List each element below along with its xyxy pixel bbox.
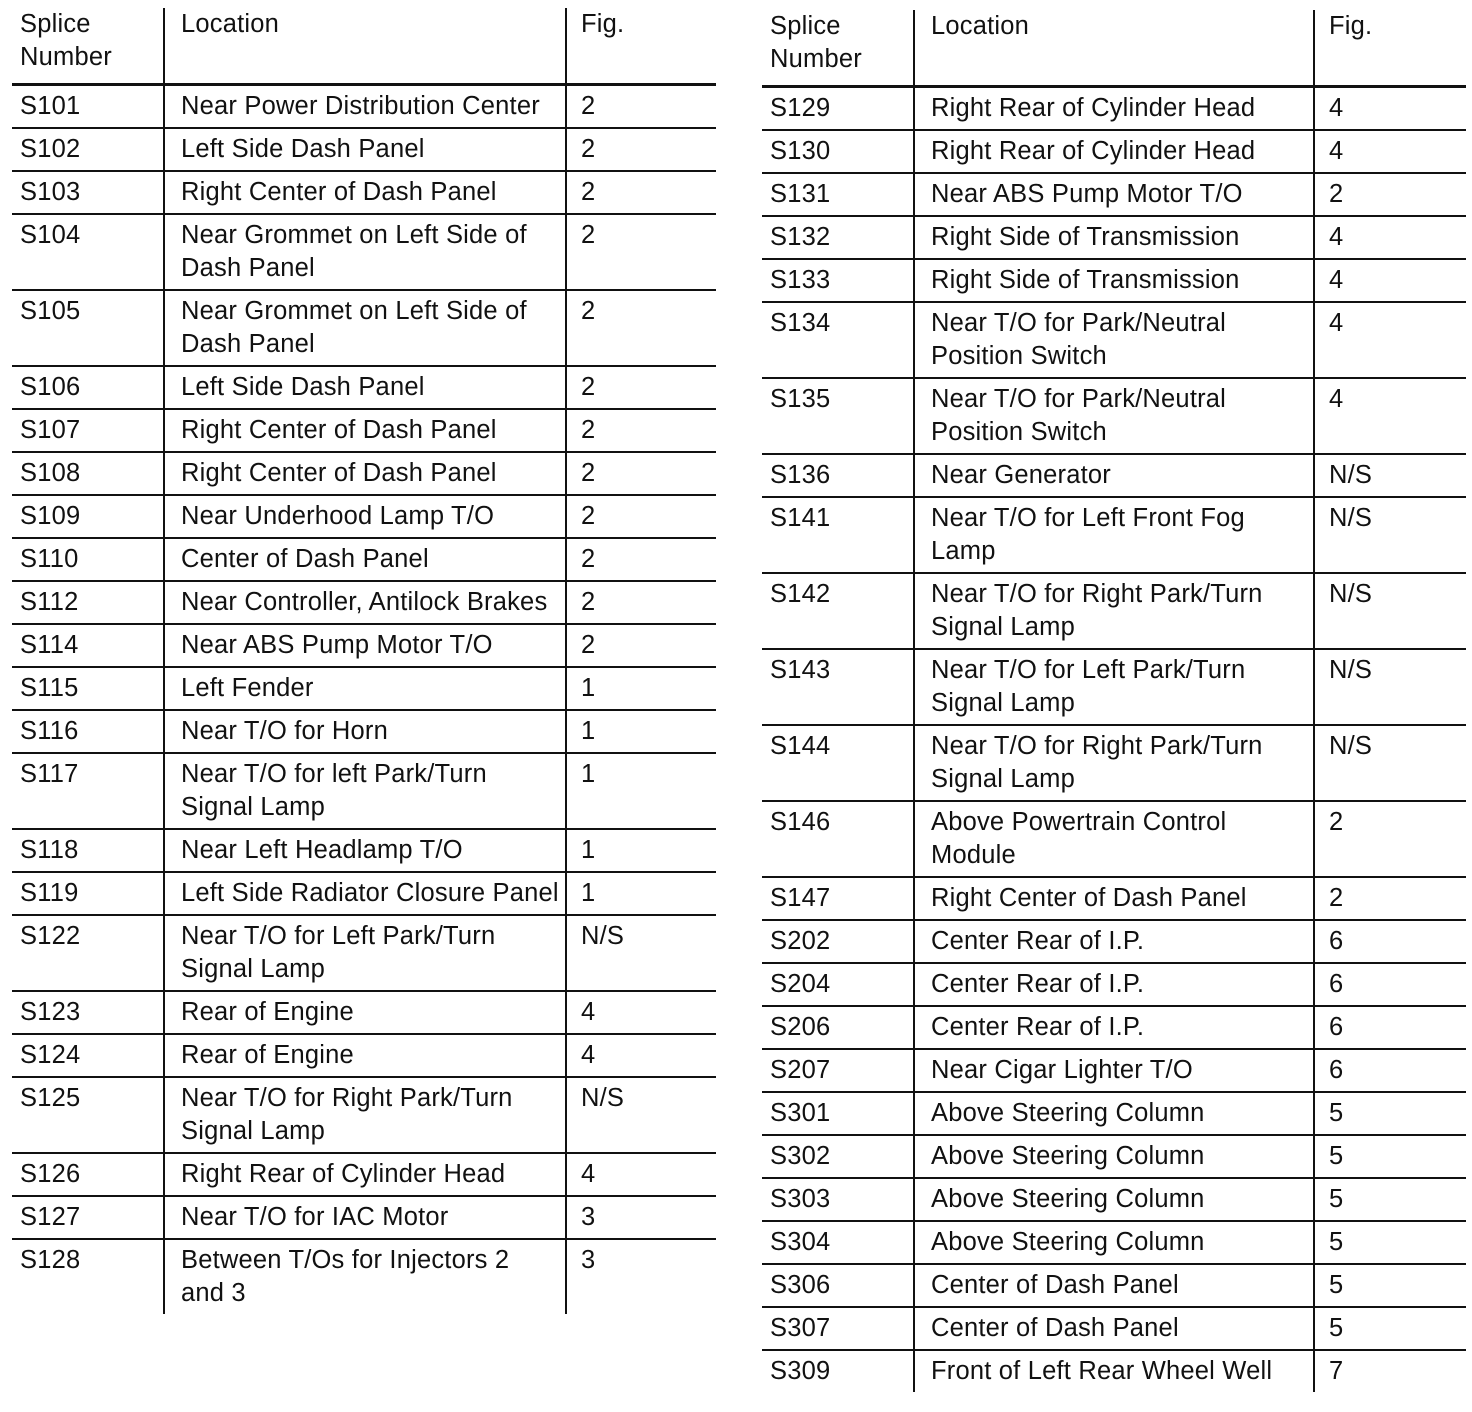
- location-cell: Near Grommet on Left Side of Dash Panel: [164, 214, 566, 290]
- table-row: [762, 1049, 1466, 1092]
- fig-cell: 2: [566, 624, 716, 667]
- table-row: [762, 130, 1466, 173]
- splice-number-cell: S142: [762, 573, 914, 649]
- splice-number-cell: S119: [12, 872, 164, 915]
- location-cell: Above Steering Column: [914, 1092, 1314, 1135]
- fig-cell: N/S: [1314, 573, 1466, 649]
- splice-number-cell: S127: [12, 1196, 164, 1239]
- table-row: [762, 1350, 1466, 1392]
- location-cell: Near ABS Pump Motor T/O: [164, 624, 566, 667]
- fig-cell: 4: [566, 1153, 716, 1196]
- splice-table-right: [762, 10, 1466, 1392]
- table-row: [12, 581, 716, 624]
- fig-cell: 4: [1314, 302, 1466, 378]
- splice-number-cell: S133: [762, 259, 914, 302]
- fig-cell: 2: [566, 409, 716, 452]
- splice-number-cell: S118: [12, 829, 164, 872]
- location-cell: Rear of Engine: [164, 1034, 566, 1077]
- fig-cell: 2: [1314, 801, 1466, 877]
- location-cell: Near Underhood Lamp T/O: [164, 495, 566, 538]
- table-row: [762, 573, 1466, 649]
- fig-cell: 7: [1314, 1350, 1466, 1392]
- splice-number-cell: S105: [12, 290, 164, 366]
- table-row: [762, 1221, 1466, 1264]
- table-row: [12, 290, 716, 366]
- location-cell: Right Center of Dash Panel: [164, 409, 566, 452]
- location-cell: Left Side Dash Panel: [164, 366, 566, 409]
- fig-cell: 4: [1314, 216, 1466, 259]
- fig-cell: N/S: [566, 1077, 716, 1153]
- splice-number-cell: S301: [762, 1092, 914, 1135]
- table-row: [12, 991, 716, 1034]
- splice-number-cell: S134: [762, 302, 914, 378]
- location-cell: Near T/O for Right Park/Turn Signal Lamp: [914, 573, 1314, 649]
- splice-number-cell: S128: [20, 1245, 81, 1274]
- splice-number-cell: S102: [12, 128, 164, 171]
- location-cell: Near Left Headlamp T/O: [164, 829, 566, 872]
- location-cell: Right Center of Dash Panel: [914, 877, 1314, 920]
- location-cell: Above Steering Column: [914, 1178, 1314, 1221]
- table-row: [762, 1264, 1466, 1307]
- splice-number-cell: S202: [762, 920, 914, 963]
- location-cell: Above Powertrain Control Module: [914, 801, 1314, 877]
- location-cell: Center of Dash Panel: [914, 1307, 1314, 1350]
- splice-number-cell: S112: [12, 581, 164, 624]
- header-splice-number: Splice Number: [12, 8, 164, 84]
- fig-cell: 5: [1314, 1135, 1466, 1178]
- splice-number-cell: S207: [762, 1049, 914, 1092]
- fig-cell: 6: [1314, 1049, 1466, 1092]
- location-cell: Front of Left Rear Wheel Well: [914, 1350, 1314, 1392]
- location-cell: Near T/O for Left Front Fog Lamp: [914, 497, 1314, 573]
- table-row: [762, 1307, 1466, 1350]
- table-row: [762, 86, 1466, 130]
- splice-number-cell: S132: [762, 216, 914, 259]
- table-row: [762, 173, 1466, 216]
- location-cell: Right Rear of Cylinder Head: [914, 86, 1314, 130]
- splice-number-cell: S131: [762, 173, 914, 216]
- splice-number-cell: S144: [762, 725, 914, 801]
- fig-cell: 4: [1314, 86, 1466, 130]
- splice-number-cell: S141: [762, 497, 914, 573]
- table-row: [762, 649, 1466, 725]
- location-cell: Near T/O for Left Park/Turn Signal Lamp: [164, 915, 566, 991]
- splice-number-cell: S204: [762, 963, 914, 1006]
- table-header-row: [12, 8, 716, 84]
- location-cell: Near T/O for IAC Motor: [164, 1196, 566, 1239]
- splice-number-cell: S126: [12, 1153, 164, 1196]
- header-location: Location: [164, 8, 566, 84]
- location-cell: Near Cigar Lighter T/O: [914, 1049, 1314, 1092]
- splice-number-cell: S304: [762, 1221, 914, 1264]
- fig-cell: 6: [1314, 1006, 1466, 1049]
- table-row: [12, 409, 716, 452]
- table-row: [762, 259, 1466, 302]
- location-cell: Near T/O for Horn: [164, 710, 566, 753]
- fig-cell: 4: [1314, 259, 1466, 302]
- fig-cell: 2: [1314, 877, 1466, 920]
- splice-number-cell: S115: [12, 667, 164, 710]
- fig-cell: N/S: [1314, 649, 1466, 725]
- table-row: [12, 171, 716, 214]
- location-cell: Right Center of Dash Panel: [164, 171, 566, 214]
- fig-cell: 2: [566, 128, 716, 171]
- table-row: [12, 452, 716, 495]
- table-row: [12, 624, 716, 667]
- splice-number-cell: S103: [12, 171, 164, 214]
- splice-number-cell: S116: [12, 710, 164, 753]
- header-location: Location: [914, 10, 1314, 86]
- table-row: [12, 214, 716, 290]
- table-row: [762, 302, 1466, 378]
- fig-cell: 5: [1314, 1178, 1466, 1221]
- table-row: [762, 497, 1466, 573]
- table-row: [12, 710, 716, 753]
- table-row: [762, 963, 1466, 1006]
- fig-cell: 2: [566, 366, 716, 409]
- header-splice-number: Splice Number: [762, 10, 914, 86]
- splice-number-cell: S309: [770, 1356, 831, 1385]
- table-row: [762, 216, 1466, 259]
- table-row: [12, 1034, 716, 1077]
- table-row: [12, 872, 716, 915]
- location-cell: Center Rear of I.P.: [914, 963, 1314, 1006]
- splice-number-cell: S106: [12, 366, 164, 409]
- header-fig: Fig.: [1314, 10, 1466, 86]
- table-row: [762, 1006, 1466, 1049]
- fig-cell: 5: [1314, 1221, 1466, 1264]
- fig-cell: 1: [566, 710, 716, 753]
- splice-number-cell: S124: [12, 1034, 164, 1077]
- splice-number-cell: S146: [762, 801, 914, 877]
- location-cell: Right Rear of Cylinder Head: [914, 130, 1314, 173]
- fig-cell: 5: [1314, 1307, 1466, 1350]
- splice-number-cell: S136: [762, 454, 914, 497]
- fig-cell: 3: [566, 1239, 716, 1314]
- location-cell: Left Fender: [164, 667, 566, 710]
- fig-cell: 4: [1314, 378, 1466, 454]
- table-row: [762, 378, 1466, 454]
- splice-number-cell: S206: [762, 1006, 914, 1049]
- fig-cell: 6: [1314, 963, 1466, 1006]
- fig-cell: 2: [566, 495, 716, 538]
- table-row: [12, 84, 716, 128]
- location-cell: Near T/O for Park/Neutral Position Switch: [914, 378, 1314, 454]
- table-row: [762, 1135, 1466, 1178]
- location-cell: Above Steering Column: [914, 1221, 1314, 1264]
- location-cell: Near T/O for Right Park/Turn Signal Lamp: [164, 1077, 566, 1153]
- splice-number-cell: S109: [12, 495, 164, 538]
- splice-number-cell: S125: [12, 1077, 164, 1153]
- location-cell: Near Power Distribution Center: [164, 84, 566, 128]
- location-cell: Right Side of Transmission: [914, 216, 1314, 259]
- location-cell: Right Side of Transmission: [914, 259, 1314, 302]
- location-cell: Rear of Engine: [164, 991, 566, 1034]
- fig-cell: 1: [566, 667, 716, 710]
- location-cell: Near T/O for left Park/Turn Signal Lamp: [164, 753, 566, 829]
- table-row: [12, 1196, 716, 1239]
- splice-table-left: [12, 8, 716, 1314]
- splice-number-cell: S129: [762, 86, 914, 130]
- table-row: [762, 801, 1466, 877]
- location-cell: Right Center of Dash Panel: [164, 452, 566, 495]
- table-row: [12, 829, 716, 872]
- splice-number-cell: S303: [762, 1178, 914, 1221]
- table-row: [762, 920, 1466, 963]
- location-cell: Between T/Os for Injectors 2 and 3: [164, 1239, 566, 1314]
- fig-cell: 2: [566, 171, 716, 214]
- location-cell: Near T/O for Left Park/Turn Signal Lamp: [914, 649, 1314, 725]
- splice-number-cell: S306: [762, 1264, 914, 1307]
- fig-cell: 3: [566, 1196, 716, 1239]
- fig-cell: 5: [1314, 1092, 1466, 1135]
- table-row: [762, 1092, 1466, 1135]
- fig-cell: 2: [566, 581, 716, 624]
- splice-number-cell: S130: [762, 130, 914, 173]
- splice-number-cell: S107: [12, 409, 164, 452]
- fig-cell: 2: [566, 290, 716, 366]
- fig-cell: 4: [566, 1034, 716, 1077]
- fig-cell: 2: [1314, 173, 1466, 216]
- fig-cell: N/S: [1314, 497, 1466, 573]
- fig-cell: 1: [566, 872, 716, 915]
- location-cell: Near T/O for Right Park/Turn Signal Lamp: [914, 725, 1314, 801]
- splice-number-cell: S117: [12, 753, 164, 829]
- fig-cell: 2: [566, 84, 716, 128]
- fig-cell: N/S: [1314, 454, 1466, 497]
- table-row: [12, 1077, 716, 1153]
- table-row: [12, 128, 716, 171]
- location-cell: Above Steering Column: [914, 1135, 1314, 1178]
- splice-number-cell: S110: [12, 538, 164, 581]
- fig-cell: 4: [1314, 130, 1466, 173]
- splice-number-cell: S123: [12, 991, 164, 1034]
- location-cell: Center Rear of I.P.: [914, 1006, 1314, 1049]
- location-cell: Near Generator: [914, 454, 1314, 497]
- table-row: [12, 366, 716, 409]
- table-row: [12, 495, 716, 538]
- table-row: [12, 915, 716, 991]
- location-cell: Left Side Radiator Closure Panel: [164, 872, 566, 915]
- location-cell: Center Rear of I.P.: [914, 920, 1314, 963]
- fig-cell: 1: [566, 753, 716, 829]
- location-cell: Near Controller, Antilock Brakes: [164, 581, 566, 624]
- table-row: [12, 667, 716, 710]
- location-cell: Center of Dash Panel: [914, 1264, 1314, 1307]
- fig-cell: N/S: [1314, 725, 1466, 801]
- table-row: [12, 1153, 716, 1196]
- splice-number-cell: S114: [12, 624, 164, 667]
- fig-cell: 5: [1314, 1264, 1466, 1307]
- location-cell: Near Grommet on Left Side of Dash Panel: [164, 290, 566, 366]
- fig-cell: 2: [566, 538, 716, 581]
- table-row: [762, 454, 1466, 497]
- table-row: [12, 538, 716, 581]
- splice-number-cell: S135: [762, 378, 914, 454]
- location-cell: Near ABS Pump Motor T/O: [914, 173, 1314, 216]
- table-row: [762, 725, 1466, 801]
- splice-number-cell: S143: [762, 649, 914, 725]
- header-fig: Fig.: [566, 8, 716, 84]
- table-row: [12, 753, 716, 829]
- fig-cell: N/S: [566, 915, 716, 991]
- fig-cell: 6: [1314, 920, 1466, 963]
- splice-number-cell: S147: [762, 877, 914, 920]
- splice-number-cell: S302: [762, 1135, 914, 1178]
- table-row: [762, 877, 1466, 920]
- splice-number-cell: S307: [762, 1307, 914, 1350]
- fig-cell: 4: [566, 991, 716, 1034]
- table-row: [762, 1178, 1466, 1221]
- fig-cell: 1: [566, 829, 716, 872]
- table-header-row: [762, 10, 1466, 86]
- splice-number-cell: S101: [12, 84, 164, 128]
- location-cell: Left Side Dash Panel: [164, 128, 566, 171]
- splice-number-cell: S108: [12, 452, 164, 495]
- location-cell: Center of Dash Panel: [164, 538, 566, 581]
- splice-number-cell: S122: [12, 915, 164, 991]
- location-cell: Near T/O for Park/Neutral Position Switch: [914, 302, 1314, 378]
- fig-cell: 2: [566, 214, 716, 290]
- table-row: [12, 1239, 716, 1314]
- splice-number-cell: S104: [12, 214, 164, 290]
- location-cell: Right Rear of Cylinder Head: [164, 1153, 566, 1196]
- fig-cell: 2: [566, 452, 716, 495]
